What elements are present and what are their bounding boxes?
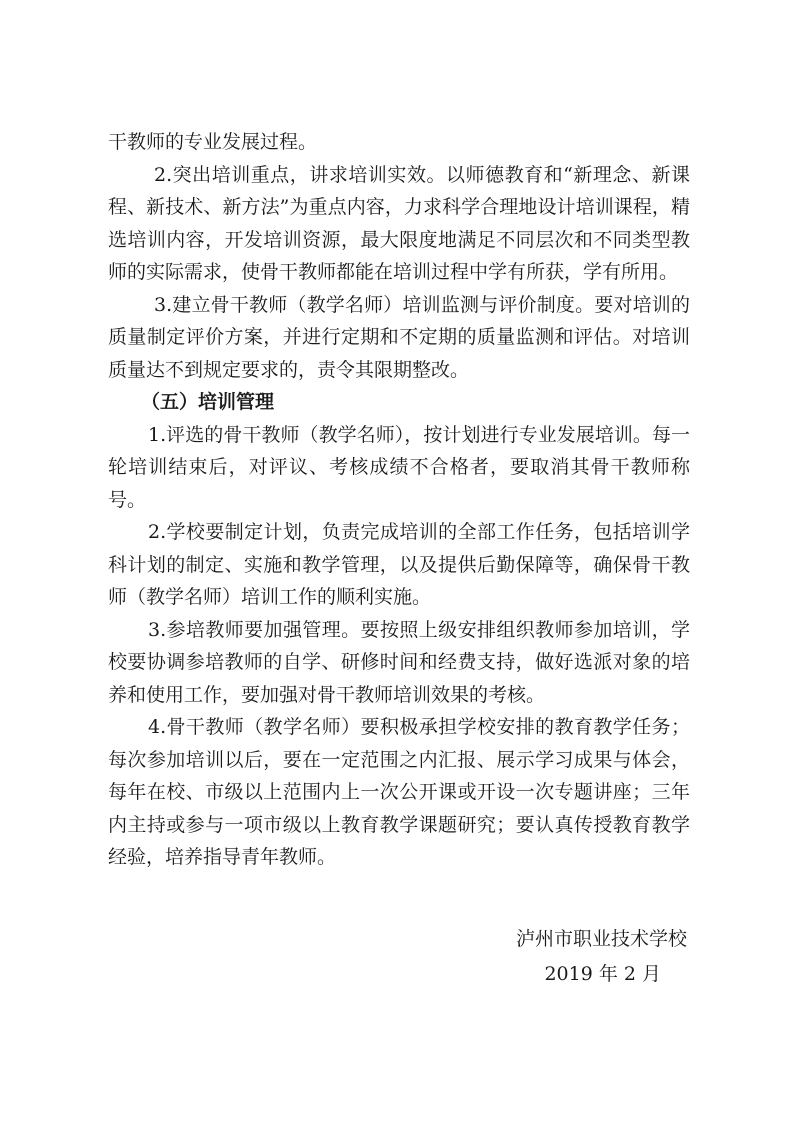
paragraph-training-focus: 2.突出培训重点，讲求培训实效。以师德教育和“新理念、新课程、新技术、新方法”为重点内容，力求科学合理地设计培训课程，精选培训内容，开发培训资源，最大限度地满足不同层次和不同类型教师的实际需求，使骨干教师都能在培训过程中学有所获，学有所用。 [108,163,690,283]
section-heading-training-management: （五）培训管理 [141,391,275,413]
paragraph-management-1: 1.评选的骨干教师（教学名师），按计划进行专业发展培训。每一轮培训结束后，对评议、考核成绩不合格者，要取消其骨干教师称号。 [108,423,690,511]
signature-organization: 泸州市职业技术学校 [515,928,687,950]
signature-block [516,922,687,992]
document-body [108,126,690,874]
paragraph-training-evaluation: 3.建立骨干教师（教学名师）培训监测与评价制度。要对培训的质量制定评价方案，并进行定期和不定期的质量监测和评估。对培训质量达不到规定要求的，责令其限期整改。 [108,293,690,381]
paragraph-management-2: 2.学校要制定计划，负责完成培训的全部工作任务，包括培训学科计划的制定、实施和教学管理，以及提供后勤保障等，确保骨干教师（教学名师）培训工作的顺利实施。 [108,521,690,608]
signature-date: 2019 年 2 月 [544,963,661,985]
paragraph-management-3: 3.参培教师要加强管理。要按照上级安排组织教师参加培训，学校要协调参培教师的自学、研修时间和经费支持，做好选派对象的培养和使用工作，要加强对骨干教师培训效果的考核。 [108,618,690,706]
paragraph-management-4: 4.骨干教师（教学名师）要积极承担学校安排的教育教学任务；每次参加培训以后，要在一定范围之内汇报、展示学习成果与体会，每年在校、市级以上范围内上一次公开课或开设一次专题讲座；三年内主持或参与一项市级以上教育教学课题研究；要认真传授教育教学经验，培养指导青年教师。 [108,716,690,868]
paragraph-continuation: 干教师的专业发展过程。 [108,131,318,153]
